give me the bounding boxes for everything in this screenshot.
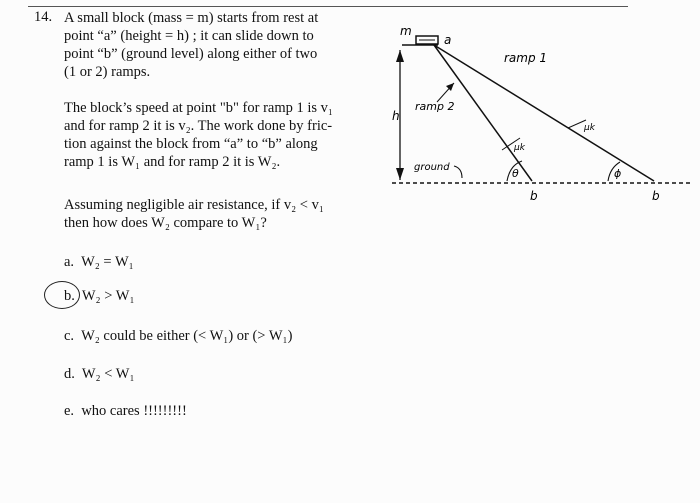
intro-line-1: A small block (mass = m) starts from rest at bbox=[64, 10, 319, 26]
label-m: m bbox=[400, 24, 412, 38]
prompt-line-2: then how does W₂ compare to W₁? bbox=[64, 215, 267, 231]
choice-text: W₂ = W₁ bbox=[81, 254, 134, 270]
choice-label: d. bbox=[64, 366, 75, 382]
ramp2-pointer-head bbox=[446, 83, 454, 91]
ramp-2 bbox=[434, 45, 532, 181]
choice-text: W₂ > W₁ bbox=[81, 288, 135, 304]
body-line-4: ramp 1 is W₁ and for ramp 2 it is W₂. bbox=[64, 154, 281, 170]
choice-label: e. bbox=[64, 403, 75, 419]
choice-c[interactable] bbox=[64, 328, 292, 345]
label-ground: ground bbox=[414, 162, 450, 173]
label-mu2: μk bbox=[514, 143, 525, 153]
choice-label: a. bbox=[64, 254, 75, 270]
question-prompt bbox=[64, 196, 364, 232]
question-intro bbox=[64, 9, 364, 81]
ramp-1 bbox=[434, 45, 654, 181]
label-b2: b bbox=[652, 189, 660, 203]
intro-line-4: (1 or 2) ramps. bbox=[64, 64, 151, 80]
body-line-3: tion against the block from “a” to “b” along bbox=[64, 136, 318, 152]
label-theta: θ bbox=[512, 167, 519, 180]
question-number: 14. bbox=[34, 9, 53, 25]
choice-e[interactable] bbox=[64, 403, 187, 420]
label-ramp2: ramp 2 bbox=[415, 100, 455, 113]
choice-text: W₂ < W₁ bbox=[81, 366, 135, 382]
top-rule bbox=[28, 6, 628, 7]
ground-arrow bbox=[454, 166, 462, 178]
label-b1: b bbox=[530, 189, 538, 203]
label-a: a bbox=[444, 33, 452, 47]
choice-text: who cares !!!!!!!!! bbox=[81, 403, 187, 419]
choice-label: b. bbox=[64, 288, 75, 304]
question-body bbox=[64, 99, 364, 171]
choice-d[interactable] bbox=[64, 366, 135, 383]
intro-line-2: point “a” (height = h) ; it can slide down to bbox=[64, 28, 314, 44]
label-mu1: μk bbox=[584, 123, 595, 133]
label-phi: ϕ bbox=[614, 167, 622, 180]
body-line-2: and for ramp 2 it is v₂. The work done by fric- bbox=[64, 118, 333, 134]
choice-b[interactable] bbox=[64, 288, 135, 305]
ramp-diagram bbox=[362, 10, 694, 210]
choice-label: c. bbox=[64, 328, 75, 344]
choice-a[interactable] bbox=[64, 254, 134, 271]
label-h: h bbox=[392, 109, 400, 123]
label-ramp1: ramp 1 bbox=[504, 51, 548, 65]
height-arrow-top bbox=[396, 50, 404, 62]
intro-line-3: point “b” (ground level) along either of two bbox=[64, 46, 318, 62]
prompt-line-1: Assuming negligible air resistance, if v₂ < v₁ bbox=[64, 197, 324, 213]
body-line-1: The block’s speed at point "b" for ramp 1 is v₁ bbox=[64, 100, 333, 116]
height-arrow-bottom bbox=[396, 168, 404, 180]
choice-text: W₂ could be either (< W₁) or (> W₁) bbox=[81, 328, 293, 344]
